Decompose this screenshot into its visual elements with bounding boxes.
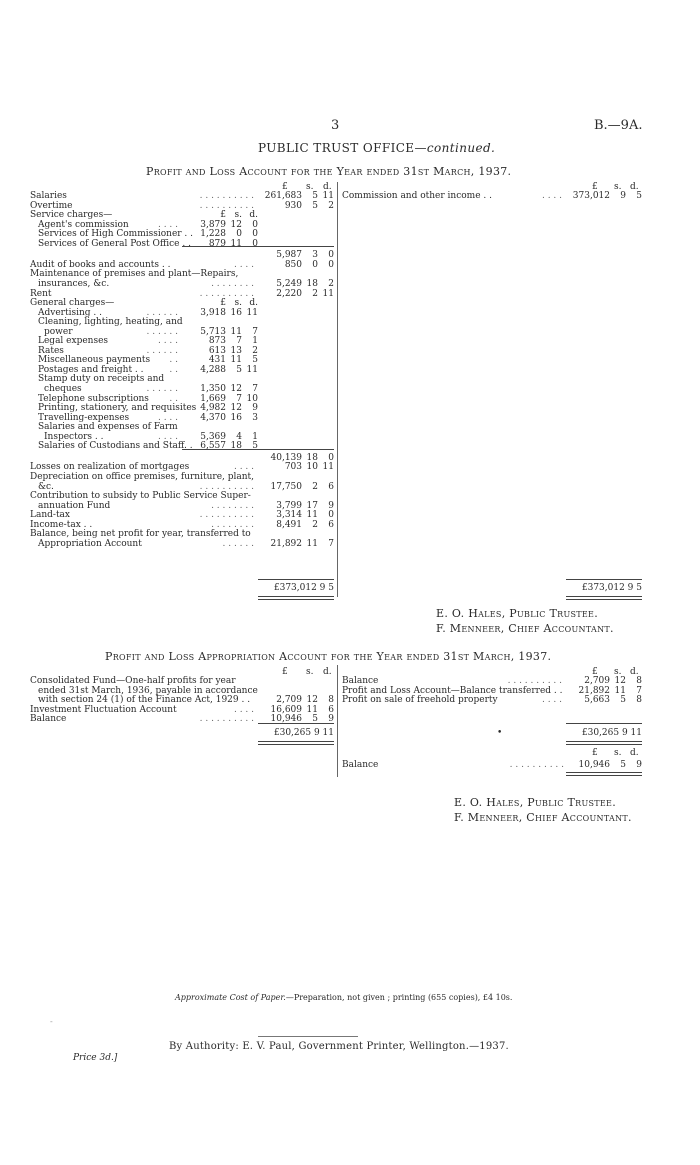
authority-rule [258, 1036, 358, 1037]
pl-debit-row-14-label: power [44, 326, 73, 337]
pl-debit-row-4-subtotal-pence: 0 [252, 229, 258, 240]
app-credit-row-2-amount-pence: 8 [636, 695, 642, 705]
pl-debit-row-36-leader: . . . . . . [222, 538, 254, 549]
app-credit-row-1-amount-pounds: 21,892 [578, 685, 610, 696]
app-debit-row-4-amount-pounds: 10,946 [270, 714, 302, 724]
pl-debit-row-12-subtotal-pence: 11 [246, 307, 258, 318]
pl-debit-row-30-amount-pence: 6 [328, 481, 334, 492]
pl-debit-row-8-label: Maintenance of premises and plant—Repairs, [30, 269, 239, 280]
app-debit-row-3-label: Investment Fluctuation Account [30, 704, 177, 715]
pl-debit-row-33-amount-pounds: 3,314 [276, 510, 302, 521]
app-debit-row-2-amount-pounds: 2,709 [276, 695, 302, 705]
pl-debit-row-14-leader: . . . . . . [146, 326, 178, 337]
pl-debit-row-0-amount-shillings: 5 [312, 191, 318, 201]
pl-debit-row-28-label: Losses on realization of mortgages [30, 462, 190, 473]
pl-debit-row-7-amount-pounds: 850 [284, 259, 302, 270]
pl-debit-row-0-label: Salaries [30, 191, 67, 201]
pl-debit-row-34-amount-pounds: 8,491 [276, 519, 302, 530]
pl-debit-row-20-label: cheques [44, 384, 82, 394]
app-debit-row-4-label: Balance [30, 714, 67, 724]
pl-debit-row-20-subtotal-pence: 7 [252, 384, 258, 394]
pl-debit-row-9-amount-pence: 2 [328, 278, 334, 289]
pl-debit-row-24-label: Salaries and expenses of Farm [38, 422, 178, 433]
app-balance-double-rule [566, 772, 642, 776]
pl-debit-row-28-amount-shillings: 10 [306, 462, 318, 473]
pl-debit-row-10-amount-pounds: 2,220 [276, 288, 302, 299]
pl-debit-row-2-label: Service charges— [30, 210, 113, 221]
pl-debit-row-30-amount-pounds: 17,750 [270, 481, 302, 492]
pl-credit-pound-header: £ [592, 182, 598, 192]
pl-debit-row-26-label: Salaries of Custodians and Staff. . [38, 441, 193, 452]
pl-debit-row-4-label: Services of High Commissioner . . [38, 229, 194, 240]
pl-credit-total: £373,012 9 5 [581, 583, 642, 593]
app-balance-shilling-header: s. [614, 748, 622, 758]
page-title-main: PUBLIC TRUST OFFICE— [258, 141, 427, 155]
pl-debit-row-28-amount-pounds: 703 [284, 462, 302, 473]
app-credit-row-2-leader: . . . . [541, 695, 562, 705]
pl-debit-row-17-subtotal-pence: 5 [252, 355, 258, 366]
app-heading: Profit and Loss Appropriation Account for the Year ended 31st March, 1937. [105, 650, 552, 663]
pl-debit-row-34-amount-shillings: 2 [312, 519, 318, 530]
app-credit-total-rule [566, 723, 642, 724]
pl-credit-shilling-header: s. [614, 182, 622, 192]
app-debit-row-4-amount-pence: 9 [328, 714, 334, 724]
pl-debit-row-27-rule [182, 449, 334, 450]
page-number: 3 [331, 118, 340, 133]
pl-debit-row-11-subtotal-shillings: s. [234, 298, 242, 309]
pl-debit-row-22-subtotal-pounds: 4,982 [200, 403, 226, 414]
pl-debit-row-15-subtotal-shillings: 7 [236, 336, 242, 347]
app-signature-accountant: F. Menneer, Chief Accountant. [454, 811, 632, 824]
pl-debit-row-16-label: Rates [38, 345, 64, 356]
pl-debit-row-36-amount-shillings: 11 [306, 538, 318, 549]
pl-debit-row-23-subtotal-shillings: 16 [230, 412, 242, 423]
pl-credit-row-0-label: Commission and other income . . [342, 191, 492, 201]
pl-debit-row-32-amount-pounds: 3,799 [276, 500, 302, 511]
pl-column-divider [337, 182, 338, 597]
pl-debit-row-21-label: Telephone subscriptions [38, 393, 149, 404]
pl-signature-trustee: E. O. Hales, Public Trustee. [436, 607, 598, 620]
app-debit-row-3-amount-pounds: 16,609 [270, 704, 302, 715]
cost-note [175, 993, 512, 1002]
pl-debit-row-16-subtotal-pence: 2 [252, 345, 258, 356]
app-debit-row-3-amount-shillings: 11 [306, 704, 318, 715]
pl-debit-row-36-label: Appropriation Account [38, 538, 142, 549]
printer-authority: By Authority: E. V. Paul, Government Printer, Wellington.—1937. [169, 1041, 509, 1052]
pl-debit-row-6-amount-shillings: 3 [312, 250, 318, 261]
pl-debit-pence-header: d. [323, 182, 332, 192]
pl-debit-row-6-amount-pence: 0 [328, 250, 334, 261]
pl-debit-row-26-subtotal-pence: 5 [252, 441, 258, 452]
pl-debit-row-34-amount-pence: 6 [328, 519, 334, 530]
pl-debit-row-34-leader: . . . . . . . . [211, 519, 254, 530]
pl-debit-row-11-subtotal-pounds: £ [220, 298, 226, 309]
cost-note-text: —Preparation, not given ; printing (655 copies), £4 10s. [285, 993, 513, 1002]
page-title-continued: continued. [426, 141, 496, 155]
app-credit-row-1-amount-shillings: 11 [614, 685, 626, 696]
app-debit-pence-header: d. [323, 667, 332, 677]
app-credit-row-0-amount-pounds: 2,709 [584, 676, 610, 686]
pl-debit-row-23-subtotal-pounds: 4,370 [200, 412, 226, 423]
app-debit-row-3-amount-pence: 6 [328, 704, 334, 715]
app-credit-pence-header: d. [630, 667, 639, 677]
pl-debit-row-36-amount-pence: 7 [328, 538, 334, 549]
pl-debit-row-5-subtotal-pence: 0 [252, 238, 258, 249]
pl-debit-row-2-subtotal-pence: d. [249, 210, 258, 221]
pl-debit-row-12-subtotal-pounds: 3,918 [200, 307, 226, 318]
app-debit-row-1-label: ended 31st March, 1936, payable in accordance [38, 685, 258, 696]
pl-debit-row-0-leader: . . . . . . . . . . [199, 191, 254, 201]
pl-debit-row-16-subtotal-shillings: 13 [230, 345, 242, 356]
app-credit-row-1-label: Profit and Loss Account—Balance transferred . . [342, 685, 563, 696]
pl-credit-pence-header: d. [630, 182, 639, 192]
pl-debit-row-34-label: Income-tax . . [30, 519, 93, 530]
pl-debit-row-27-amount-pence: 0 [328, 452, 334, 463]
app-debit-total: £30,265 9 11 [273, 728, 334, 738]
app-balance-pence: 9 [636, 760, 642, 770]
pl-debit-row-15-subtotal-pence: 1 [252, 336, 258, 347]
pl-debit-row-35-label: Balance, being net profit for year, transferred to [30, 529, 251, 540]
app-debit-total-double-rule [258, 741, 334, 745]
pl-debit-row-21-leader: . . [169, 393, 178, 404]
pl-debit-row-1-leader: . . . . . . . . . . [199, 200, 254, 211]
app-debit-row-2-amount-pence: 8 [328, 695, 334, 705]
pl-credit-row-0-amount-pounds: 373,012 [572, 191, 610, 201]
pl-debit-row-17-subtotal-shillings: 11 [230, 355, 242, 366]
pl-debit-row-5-label: Services of General Post Office . . [38, 238, 191, 249]
pl-credit-total-double-rule [566, 596, 642, 600]
pl-debit-row-16-leader: . . . . . . [146, 345, 178, 356]
pl-debit-row-21-subtotal-pence: 10 [246, 393, 258, 404]
pl-debit-row-25-subtotal-pence: 1 [252, 431, 258, 442]
pl-debit-row-11-label: General charges— [30, 298, 115, 309]
pl-debit-row-3-leader: . . . . [157, 219, 178, 230]
app-balance-pound-header: £ [592, 748, 598, 758]
pl-debit-row-20-subtotal-pounds: 1,350 [200, 384, 226, 394]
pl-debit-row-4-subtotal-pounds: 1,228 [200, 229, 226, 240]
pl-debit-row-23-subtotal-pence: 3 [252, 412, 258, 423]
pl-debit-row-4-subtotal-shillings: 0 [236, 229, 242, 240]
app-signature-trustee: E. O. Hales, Public Trustee. [454, 796, 616, 809]
pl-debit-row-32-label: annuation Fund [38, 500, 111, 511]
app-debit-row-2-amount-shillings: 12 [306, 695, 318, 705]
pl-debit-row-3-subtotal-pence: 0 [252, 219, 258, 230]
pl-debit-row-3-subtotal-shillings: 12 [230, 219, 242, 230]
pl-debit-row-2-subtotal-shillings: s. [234, 210, 242, 221]
app-debit-row-2-label: with section 24 (1) of the Finance Act, 1929 . . [38, 695, 251, 705]
pl-debit-row-31-label: Contribution to subsidy to Public Service Super- [30, 491, 251, 502]
pl-debit-row-1-amount-shillings: 5 [312, 200, 318, 211]
app-credit-row-0-amount-shillings: 12 [614, 676, 626, 686]
app-balance-pence-header: d. [630, 748, 639, 758]
pl-debit-row-29-label: Depreciation on office premises, furniture, plant, [30, 471, 255, 482]
pl-debit-row-28-leader: . . . . [233, 462, 254, 473]
pl-debit-total: £373,012 9 5 [273, 583, 334, 593]
app-credit-total: £30,265 9 11 [581, 728, 642, 738]
app-balance-leader: . . . . . . . . . . [509, 760, 564, 770]
pl-debit-row-26-subtotal-shillings: 18 [230, 441, 242, 452]
pl-debit-total-double-rule [258, 596, 334, 600]
app-credit-row-0-label: Balance [342, 676, 379, 686]
app-debit-shilling-header: s. [306, 667, 314, 677]
pl-debit-row-18-subtotal-pence: 11 [246, 364, 258, 375]
app-credit-shilling-header: s. [614, 667, 622, 677]
pl-debit-row-19-label: Stamp duty on receipts and [38, 374, 165, 385]
pl-debit-row-16-subtotal-pounds: 613 [208, 345, 226, 356]
app-balance-shillings: 5 [620, 760, 626, 770]
pl-debit-row-14-subtotal-pounds: 5,713 [200, 326, 226, 337]
pl-debit-row-1-amount-pence: 2 [328, 200, 334, 211]
pl-debit-row-23-label: Travelling-expenses [38, 412, 130, 423]
pl-debit-row-25-leader: . . . . [157, 431, 178, 442]
pl-debit-row-7-amount-shillings: 0 [312, 259, 318, 270]
pl-debit-row-10-leader: . . . . . . . . . . [199, 288, 254, 299]
pl-debit-row-13-label: Cleaning, lighting, heating, and [38, 317, 183, 328]
pl-debit-row-12-subtotal-shillings: 16 [230, 307, 242, 318]
pl-debit-row-7-label: Audit of books and accounts . . [30, 259, 171, 270]
document-reference: B.—9A. [594, 118, 643, 133]
pl-debit-row-14-subtotal-pence: 7 [252, 326, 258, 337]
cost-note-label: Approximate Cost of Paper. [175, 993, 286, 1002]
pl-debit-row-27-amount-shillings: 18 [306, 452, 318, 463]
pl-debit-row-15-label: Legal expenses [38, 336, 109, 347]
pl-debit-row-20-subtotal-shillings: 12 [230, 384, 242, 394]
pl-debit-total-rule [258, 579, 334, 580]
app-credit-row-2-label: Profit on sale of freehold property [342, 695, 498, 705]
pl-debit-row-12-leader: . . . . . . [146, 307, 178, 318]
pl-credit-row-0-leader: . . . . [541, 191, 562, 201]
pl-signature-accountant: F. Menneer, Chief Accountant. [436, 622, 614, 635]
pl-debit-row-21-subtotal-pounds: 1,669 [200, 393, 226, 404]
pl-debit-row-27-amount-pounds: 40,139 [270, 452, 302, 463]
pl-debit-row-36-amount-pounds: 21,892 [270, 538, 302, 549]
pl-debit-row-14-subtotal-shillings: 11 [230, 326, 242, 337]
pl-debit-row-33-amount-pence: 0 [328, 510, 334, 521]
app-credit-row-2-amount-pounds: 5,663 [584, 695, 610, 705]
app-credit-row-1-amount-pence: 7 [636, 685, 642, 696]
app-balance-pounds: 10,946 [578, 760, 610, 770]
app-debit-row-0-label: Consolidated Fund—One-half profits for year [30, 676, 236, 686]
app-column-divider [337, 665, 338, 777]
page-title [258, 141, 495, 155]
pl-debit-row-5-subtotal-shillings: 11 [230, 238, 242, 249]
app-credit-total-double-rule [566, 741, 642, 745]
pl-debit-row-3-subtotal-pounds: 3,879 [200, 219, 226, 230]
pl-debit-row-6-rule [182, 246, 334, 247]
pl-debit-row-22-subtotal-shillings: 12 [230, 403, 242, 414]
app-debit-row-4-amount-shillings: 5 [312, 714, 318, 724]
pl-debit-row-22-subtotal-pence: 9 [252, 403, 258, 414]
pl-debit-row-18-leader: . . [169, 364, 178, 375]
pl-debit-row-18-subtotal-pounds: 4,288 [200, 364, 226, 375]
pl-debit-row-21-subtotal-shillings: 7 [236, 393, 242, 404]
pl-heading: Profit and Loss Account for the Year ended 31st March, 1937. [146, 165, 512, 178]
pl-debit-row-5-subtotal-pounds: 879 [208, 238, 226, 249]
app-debit-total-rule [258, 723, 334, 724]
app-credit-pound-header: £ [592, 667, 598, 677]
pl-debit-row-1-label: Overtime [30, 200, 73, 211]
pl-debit-row-18-label: Postages and freight . . [38, 364, 144, 375]
pl-debit-row-7-amount-pence: 0 [328, 259, 334, 270]
pl-debit-row-32-amount-pence: 9 [328, 500, 334, 511]
pl-debit-row-7-leader: . . . . [233, 259, 254, 270]
pl-debit-shilling-header: s. [306, 182, 314, 192]
pl-debit-row-30-label: &c. [38, 481, 54, 492]
app-credit-row-0-leader: . . . . . . . . . . [507, 676, 562, 686]
pl-debit-row-3-label: Agent's commission [38, 219, 129, 230]
pl-credit-total-rule [566, 579, 642, 580]
app-debit-pound-header: £ [282, 667, 288, 677]
pl-debit-row-20-leader: . . . . . . [146, 384, 178, 394]
pl-debit-row-1-amount-pounds: 930 [284, 200, 302, 211]
pl-debit-row-25-subtotal-shillings: 4 [236, 431, 242, 442]
pl-debit-row-15-leader: . . . . [157, 336, 178, 347]
pl-debit-row-30-amount-shillings: 2 [312, 481, 318, 492]
pl-debit-row-9-amount-shillings: 18 [306, 278, 318, 289]
pl-debit-row-9-amount-pounds: 5,249 [276, 278, 302, 289]
pl-debit-row-0-amount-pence: 11 [322, 191, 334, 201]
pl-debit-row-33-label: Land-tax [30, 510, 70, 521]
pl-debit-row-6-amount-pounds: 5,987 [276, 250, 302, 261]
pl-debit-row-25-label: Inspectors . . [44, 431, 104, 442]
pl-debit-row-2-subtotal-pounds: £ [220, 210, 226, 221]
pl-debit-row-9-label: insurances, &c. [38, 278, 110, 289]
pl-debit-row-22-label: Printing, stationery, and requisites [38, 403, 197, 414]
pl-debit-row-11-subtotal-pence: d. [249, 298, 258, 309]
pl-debit-row-25-subtotal-pounds: 5,369 [200, 431, 226, 442]
pl-debit-row-15-subtotal-pounds: 873 [208, 336, 226, 347]
pl-debit-row-33-leader: . . . . . . . . . . [199, 510, 254, 521]
price: Price 3d.] [73, 1053, 118, 1063]
pl-debit-row-26-subtotal-pounds: 6,557 [200, 441, 226, 452]
pl-debit-row-18-subtotal-shillings: 5 [236, 364, 242, 375]
pl-credit-row-0-amount-shillings: 9 [620, 191, 626, 201]
pl-debit-row-28-amount-pence: 11 [322, 462, 334, 473]
pl-credit-row-0-amount-pence: 5 [636, 191, 642, 201]
app-debit-row-3-leader: . . . . [233, 704, 254, 715]
stray-mark: - [50, 1017, 53, 1026]
pl-debit-row-10-amount-pence: 11 [322, 288, 334, 299]
pl-debit-row-9-leader: . . . . . . . . [211, 278, 254, 289]
app-balance-label: Balance [342, 760, 379, 770]
app-stray-mark: • [497, 728, 503, 738]
pl-debit-row-23-leader: . . . . [157, 412, 178, 423]
app-credit-row-2-amount-shillings: 5 [620, 695, 626, 705]
pl-debit-row-32-amount-shillings: 17 [306, 500, 318, 511]
pl-debit-row-17-subtotal-pounds: 431 [208, 355, 226, 366]
pl-debit-row-32-leader: . . . . . . . . [211, 500, 254, 511]
pl-debit-row-17-leader: . . [169, 355, 178, 366]
pl-debit-row-10-label: Rent [30, 288, 52, 299]
pl-debit-row-33-amount-shillings: 11 [306, 510, 318, 521]
pl-debit-pound-header: £ [282, 182, 288, 192]
pl-debit-row-10-amount-shillings: 2 [312, 288, 318, 299]
pl-debit-row-30-leader: . . . . . . . . . . [199, 481, 254, 492]
app-credit-row-0-amount-pence: 8 [636, 676, 642, 686]
pl-debit-row-0-amount-pounds: 261,683 [264, 191, 302, 201]
pl-debit-row-12-label: Advertising . . [38, 307, 102, 318]
app-debit-row-4-leader: . . . . . . . . . . [199, 714, 254, 724]
pl-debit-row-17-label: Miscellaneous payments [38, 355, 151, 366]
